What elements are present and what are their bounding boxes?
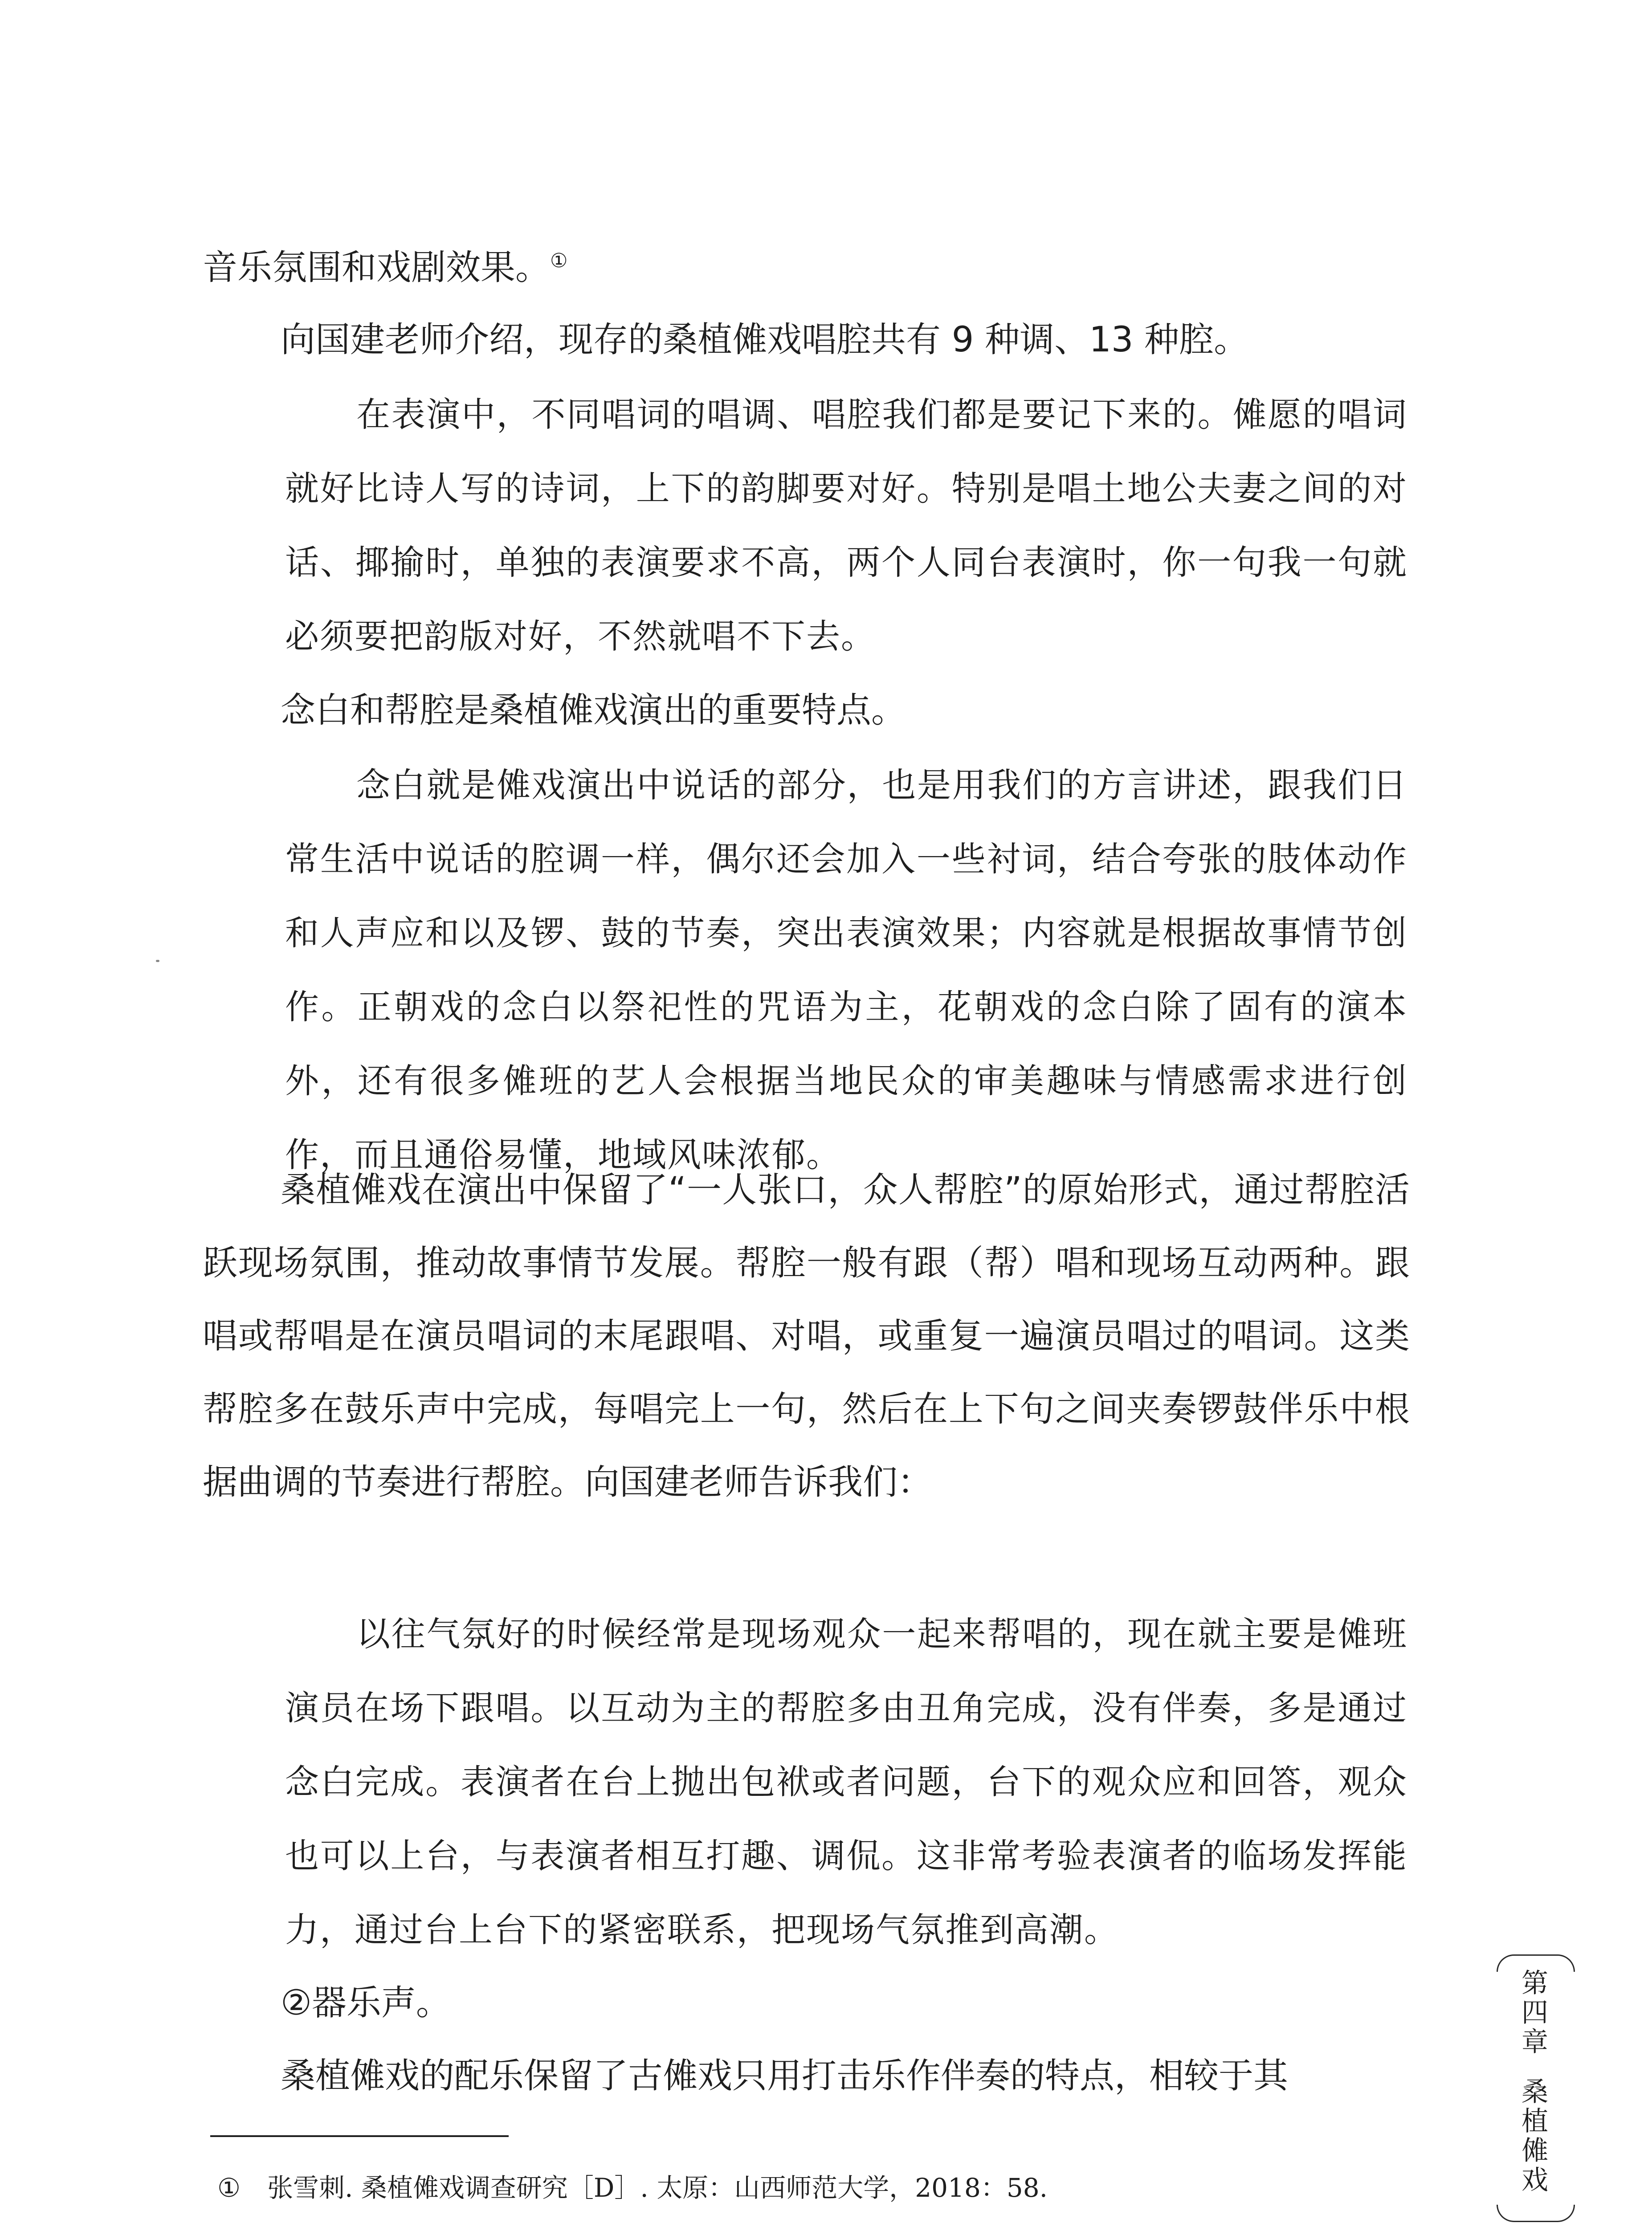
footnote-mark: ① [217,2173,241,2203]
scan-artifact [156,960,159,962]
paragraph-1 [203,232,1410,304]
paragraph-1-text: 音乐氛围和戏剧效果。 [203,248,551,288]
paragraph-4: 桑植傩戏在演出中保留了“一人张口，众人帮腔”的原始形式，通过帮腔活跃现场氛围，推动故事情节发展。帮腔一般有跟（帮）唱和现场互动两种。跟唱或帮唱是在演员唱词的末尾跟唱、对唱，或重复一遍演员唱过的唱词。这类帮腔多在鼓乐声中完成，每唱完上一句，然后在上下句之间夹奏锣鼓伴乐中根据曲调的节奏进行帮腔。向国建老师告诉我们： [203,1170,1410,1502]
footnote-separator [210,2135,509,2137]
footnote-text: 张雪刺. 桑植傩戏调查研究［D］. 太原：山西师范大学，2018：58. [267,2173,1048,2203]
paragraph-3: 念白和帮腔是桑植傩戏演出的重要特点。 [281,690,906,730]
paragraph-6: 桑植傩戏的配乐保留了古傩戏只用打击乐作伴奏的特点，相较于其 [281,2056,1289,2096]
interview-quote-2: 念白就是傩戏演出中说话的部分，也是用我们的方言讲述，跟我们日常生活中说话的腔调一样，偶尔还会加入一些衬词，结合夸张的肢体动作和人声应和以及锣、鼓的节奏，突出表演效果；内容就是根据故事情节创作。正朝戏的念白以祭祀性的咒语为主，花朝戏的念白除了固有的演本外，还有很多傩班的艺人会根据当地民众的审美趣味与情感需求进行创作，而且通俗易懂，地域风味浓郁。 [285,765,1407,1175]
interview-quote-1: 在表演中，不同唱词的唱调、唱腔我们都是要记下来的。傩愿的唱词就好比诗人写的诗词，上下的韵脚要对好。特别是唱土地公夫妻之间的对话、揶揄时，单独的表演要求不高，两个人同台表演时，你一句我一句就必须要把韵版对好，不然就唱不下去。 [285,395,1407,656]
paragraph-5: ②器乐声。 [281,1983,451,2023]
chapter-sidebar [1514,1969,1555,2195]
chapter-number: 第四章 [1521,1968,1548,2058]
footnote-1 [217,2170,1048,2206]
interview-quote-3: 以往气氛好的时候经常是现场观众一起来帮唱的，现在就主要是傩班演员在场下跟唱。以互动为主的帮腔多由丑角完成，没有伴奏，多是通过念白完成。表演者在台上抛出包袱或者问题，台下的观众应和回答，观众也可以上台，与表演者相互打趣、调侃。这非常考验表演者的临场发挥能力，通过台上台下的紧密联系，把现场气氛推到高潮。 [285,1614,1407,1950]
paragraph-2: 向国建老师介绍，现存的桑植傩戏唱腔共有 9 种调、13 种腔。 [281,320,1249,360]
chapter-title: 桑植傩戏 [1521,2076,1548,2196]
footnote-ref-1[interactable]: ① [550,249,568,272]
chapter-bracket-bottom [1497,2205,1575,2222]
chapter-gap [1514,2057,1555,2077]
